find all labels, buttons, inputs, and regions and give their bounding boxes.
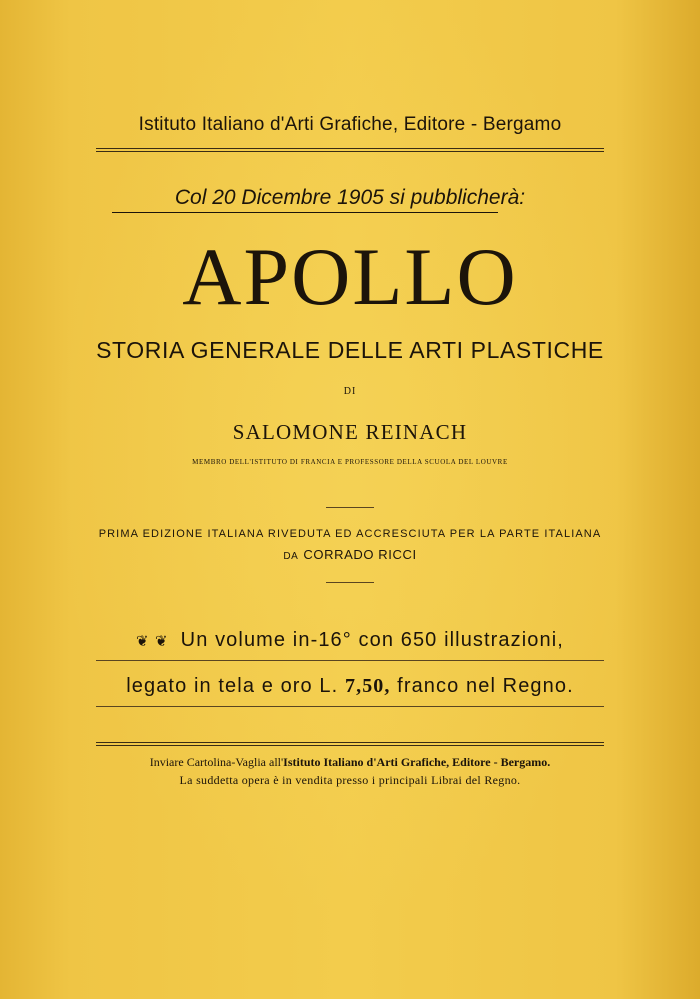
author-name: SALOMONE REINACH xyxy=(232,420,468,444)
section-divider-short-2 xyxy=(326,582,374,583)
order-prefix: Inviare Cartolina-Vaglia all' xyxy=(149,755,284,769)
order-instructions xyxy=(0,755,700,770)
curator-line xyxy=(0,547,700,562)
shipping-text: franco nel Regno. xyxy=(397,675,574,697)
edition-note: PRIMA EDIZIONE ITALIANA RIVEDUTA ED ACCRESCIUTA PER LA PARTE ITALIANA xyxy=(98,528,602,540)
announcement-underline xyxy=(112,212,498,213)
order-publisher: Istituto Italiano d'Arti Grafiche, Editore - Bergamo. xyxy=(283,755,551,769)
book-subtitle: STORIA GENERALE DELLE ARTI PLASTICHE xyxy=(96,337,604,363)
price-line xyxy=(0,675,700,698)
curator-prefix: DA xyxy=(283,551,299,562)
footer-double-rule xyxy=(96,742,604,746)
floral-ornament-icon: ❦ ❦ xyxy=(136,633,169,650)
binding-text: legato in tela e oro L. xyxy=(126,675,339,697)
book-title: APOLLO xyxy=(182,231,518,322)
volume-info-line xyxy=(0,629,700,652)
by-label: DI xyxy=(343,386,357,397)
curator-name: CORRADO RICCI xyxy=(303,547,417,562)
price-underline xyxy=(96,706,604,707)
publication-date-announcement: Col 20 Dicembre 1905 si pubblicherà: xyxy=(174,186,526,209)
author-description: MEMBRO DELL'ISTITUTO DI FRANCIA E PROFESSORE DELLA SCUOLA DEL LOUVRE xyxy=(192,458,508,466)
volume-underline xyxy=(96,660,604,661)
price-value: 7,50, xyxy=(345,675,391,697)
header-double-rule xyxy=(96,148,604,152)
volume-description: Un volume in-16° con 650 illustrazioni, xyxy=(180,629,564,651)
publisher-heading: Istituto Italiano d'Arti Grafiche, Editore - Bergamo xyxy=(138,114,562,135)
section-divider-short xyxy=(326,507,374,508)
sale-note: La suddetta opera è in vendita presso i principali Librai del Regno. xyxy=(179,773,521,787)
